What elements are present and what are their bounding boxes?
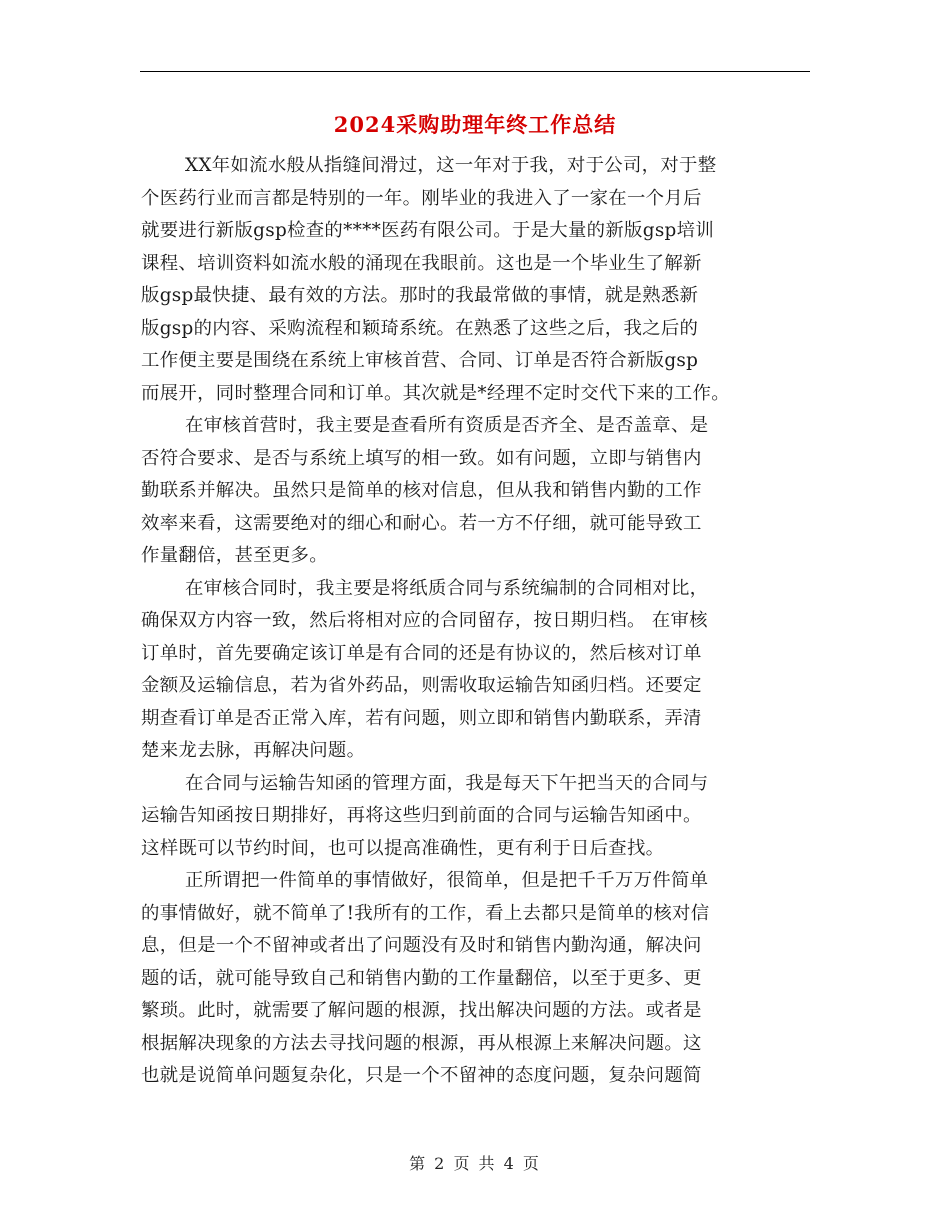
body-line: 在合同与运输告知函的管理方面，我是每天下午把当天的合同与 <box>185 772 709 794</box>
body-line: 而展开，同时整理合同和订单。其次就是*经理不定时交代下来的工作。 <box>141 382 730 404</box>
body-line: 楚来龙去脉，再解决问题。 <box>141 740 366 761</box>
body-line: 工作便主要是围绕在系统上审核首营、合同、订单是否符合新版gsp <box>141 350 699 371</box>
body-line: 这样既可以节约时间，也可以提高准确性，更有利于日后查找。 <box>141 837 665 859</box>
body-line: 版gsp最快捷、最有效的方法。那时的我最常做的事情，就是熟悉新 <box>141 285 699 306</box>
page-number-footer: 第 2 页 共 4 页 <box>409 1154 541 1173</box>
body-line: 题的话，就可能导致自己和销售内勤的工作量翻倍，以至于更多、更 <box>141 967 702 989</box>
body-line: 勤联系并解决。虽然只是简单的核对信息，但从我和销售内勤的工作 <box>141 480 702 501</box>
body-line: 否符合要求、是否与系统上填写的相一致。如有问题，立即与销售内 <box>141 447 702 469</box>
body-line: 息，但是一个不留神或者出了问题没有及时和销售内勤沟通，解决问 <box>141 935 702 956</box>
body-line: 的事情做好，就不简单了!我所有的工作，看上去都只是简单的核对信 <box>141 902 710 924</box>
body-line: 正所谓把一件简单的事情做好，很简单，但是把千千万万件简单 <box>185 870 709 891</box>
body-line: 在审核首营时，我主要是查看所有资质是否齐全、是否盖章、是 <box>185 415 709 436</box>
body-line: 繁琐。此时，就需要了解问题的根源，找出解决问题的方法。或者是 <box>141 1000 702 1021</box>
body-line: 期查看订单是否正常入库，若有问题，则立即和销售内勤联系，弄清 <box>141 707 702 729</box>
body-line: 就要进行新版gsp检查的****医药有限公司。于是大量的新版gsp培训 <box>141 220 715 241</box>
body-line: 也就是说简单问题复杂化，只是一个不留神的态度问题，复杂问题简 <box>141 1065 702 1086</box>
body-line: 根据解决现象的方法去寻找问题的根源，再从根源上来解决问题。这 <box>141 1032 702 1054</box>
header-rule <box>140 71 810 72</box>
body-line: 确保双方内容一致，然后将相对应的合同留存，按日期归档。 在审核 <box>141 610 708 631</box>
body-line: 金额及运输信息，若为省外药品，则需收取运输告知函归档。还要定 <box>141 675 702 696</box>
document-body <box>141 150 811 1093</box>
document-title: 2024采购助理年终工作总结 <box>333 112 617 137</box>
body-line: 个医药行业而言都是特别的一年。刚毕业的我进入了一家在一个月后 <box>141 187 702 209</box>
body-line: 版gsp的内容、采购流程和颖琦系统。在熟悉了这些之后，我之后的 <box>141 317 699 339</box>
body-line: 在审核合同时，我主要是将纸质合同与系统编制的合同相对比， <box>185 577 709 599</box>
body-line: 效率来看，这需要绝对的细心和耐心。若一方不仔细，就可能导致工 <box>141 512 702 534</box>
body-line: 订单时，首先要确定该订单是有合同的还是有协议的，然后核对订单 <box>141 642 702 664</box>
body-line: 作量翻倍，甚至更多。 <box>141 545 328 566</box>
body-line: XX年如流水般从指缝间滑过，这一年对于我，对于公司，对于整 <box>185 155 717 176</box>
body-line: 运输告知函按日期排好，再将这些归到前面的合同与运输告知函中。 <box>141 805 702 826</box>
body-line: 课程、培训资料如流水般的涌现在我眼前。这也是一个毕业生了解新 <box>141 252 702 274</box>
